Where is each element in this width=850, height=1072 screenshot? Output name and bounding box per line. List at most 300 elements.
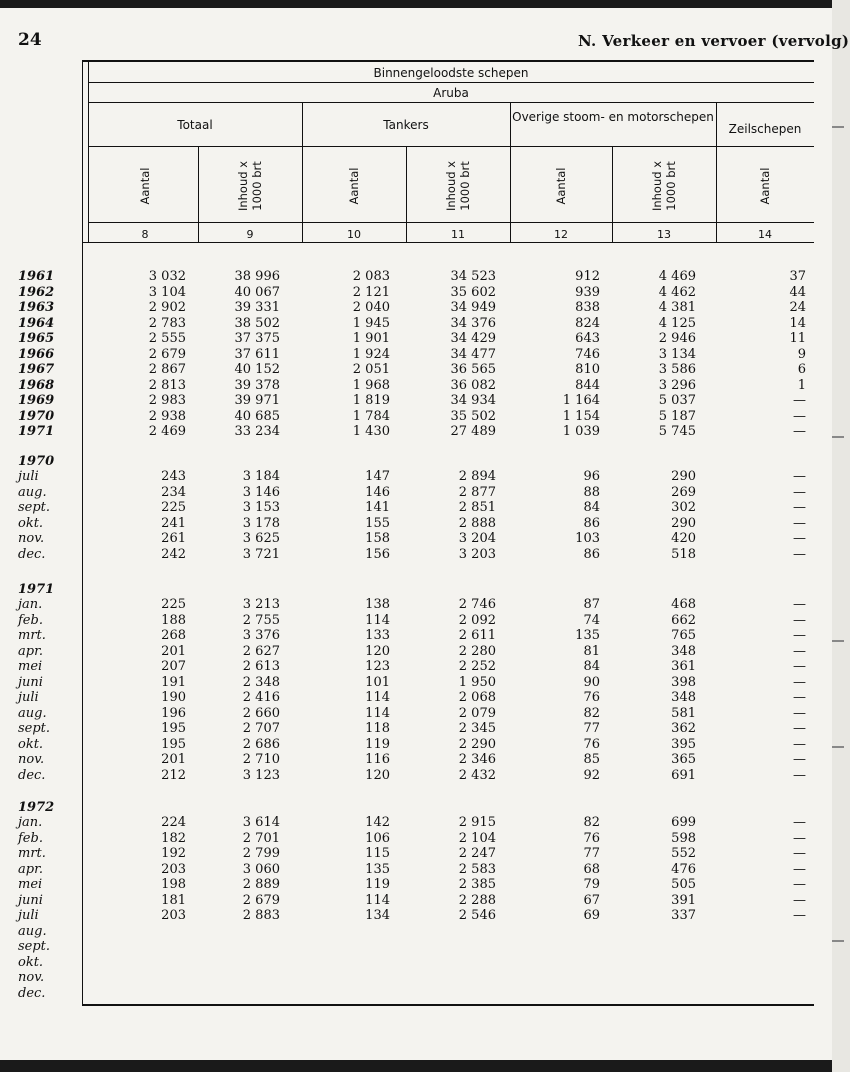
row-label: okt. [18,954,44,970]
cell-col-11: 36 565 [450,362,496,377]
cell-col-8: 190 [161,690,186,705]
row-label: juni [18,674,43,690]
cell-col-10: 1 784 [352,408,390,424]
cell-col-8: 2 679 [148,346,186,362]
cell-col-13: 3 586 [658,362,696,377]
cell-col-13: 598 [671,830,696,846]
cell-col-13: 348 [671,690,696,705]
cell-col-12: 939 [575,284,600,300]
cell-col-8: 2 867 [148,362,186,377]
cell-col-8: 2 938 [148,408,186,424]
table-row [0,846,832,861]
cell-col-9: 3 153 [242,500,280,515]
cell-col-12: 96 [583,469,600,484]
rule [88,102,814,103]
cell-col-11: 2 746 [458,597,496,612]
cell-col-14: 9 [797,346,806,362]
row-label: nov. [18,531,45,546]
cell-col-14: — [793,484,806,500]
cell-col-11: 27 489 [450,424,496,439]
cell-col-14: 37 [789,269,806,284]
row-label: sept. [18,500,51,515]
cell-col-14: — [793,469,806,484]
cell-col-12: 69 [583,908,600,923]
header-main: Binnengeloodste schepen [373,66,529,80]
cell-col-10: 147 [365,469,390,484]
table-row [0,970,832,985]
cell-col-10: 1 819 [352,393,390,408]
table-row [0,613,832,628]
cell-col-12: 81 [583,643,600,659]
table-row [0,644,832,659]
cell-col-11: 2 385 [458,877,496,892]
row-label: nov. [18,752,45,767]
cell-col-8: 234 [161,484,186,500]
rule [82,242,814,243]
cell-col-14: 24 [789,300,806,315]
table-row [0,597,832,612]
table-row [0,424,832,439]
cell-col-14: — [793,643,806,659]
cell-col-12: 86 [583,515,600,531]
cell-col-10: 2 040 [352,300,390,315]
year-heading-label: 1972 [18,799,55,815]
cell-col-13: 365 [671,752,696,767]
cell-col-10: 114 [365,612,390,628]
page-edge [832,0,850,1072]
table-row [0,469,832,484]
cell-col-8: 2 902 [148,300,186,315]
cell-col-14: — [793,736,806,752]
cell-col-8: 196 [161,705,186,721]
cell-col-12: 135 [575,628,600,643]
cell-col-10: 1 968 [352,377,390,393]
cell-col-12: 1 039 [562,424,600,439]
cell-col-11: 2 092 [458,612,496,628]
rule [88,146,814,147]
cell-col-11: 2 345 [458,721,496,736]
cell-col-8: 181 [161,892,186,908]
cell-col-11: 2 894 [458,469,496,484]
row-label: jan. [18,815,43,830]
cell-col-13: 3 296 [658,377,696,393]
cell-col-8: 242 [161,546,186,562]
row-label: mrt. [18,846,46,861]
cell-col-12: 838 [575,300,600,315]
cell-col-9: 2 755 [242,612,280,628]
row-label: sept. [18,939,51,954]
cell-col-11: 34 934 [450,393,496,408]
cell-col-10: 119 [365,877,390,892]
cell-col-11: 3 204 [458,531,496,546]
row-label: apr. [18,643,43,659]
cell-col-14: 44 [789,284,806,300]
cell-col-13: 518 [671,546,696,562]
cell-col-9: 2 686 [242,736,280,752]
table-row [0,485,832,500]
cell-col-10: 2 121 [352,284,390,300]
row-label: mei [18,877,43,892]
cell-col-8: 2 469 [148,424,186,439]
cell-col-11: 34 376 [450,315,496,331]
cell-col-10: 141 [365,500,390,515]
cell-col-12: 1 154 [562,408,600,424]
table-row [0,331,832,346]
cell-col-9: 39 331 [234,300,280,315]
binding-mark [832,436,844,438]
cell-col-9: 39 971 [234,393,280,408]
col-header: Inhoud x 1000 brt [236,160,264,212]
cell-col-12: 912 [575,269,600,284]
cell-col-13: 348 [671,643,696,659]
cell-col-8: 224 [161,815,186,830]
col-number: 9 [246,228,254,241]
cell-col-11: 2 583 [458,861,496,877]
cell-col-11: 2 280 [458,643,496,659]
table-row [0,815,832,830]
cell-col-9: 3 376 [242,628,280,643]
year-heading-label: 1971 [18,581,55,597]
cell-col-11: 34 477 [450,346,496,362]
cell-col-8: 191 [161,674,186,690]
cell-col-8: 2 783 [148,315,186,331]
row-label: 1969 [18,393,55,408]
cell-col-14: — [793,531,806,546]
cell-col-8: 195 [161,721,186,736]
cell-col-14: — [793,408,806,424]
cell-col-10: 1 901 [352,331,390,346]
cell-col-10: 146 [365,484,390,500]
table-row [0,939,832,954]
cell-col-9: 2 710 [242,752,280,767]
cell-col-14: — [793,515,806,531]
row-label: 1971 [18,424,55,439]
cell-col-13: 552 [671,846,696,861]
cell-col-14: 14 [789,315,806,331]
year-heading-label: 1970 [18,453,55,469]
col-header: Aantal [554,167,568,205]
cell-col-10: 133 [365,628,390,643]
table-row [0,347,832,362]
cell-col-9: 40 685 [234,408,280,424]
col-number: 8 [141,228,149,241]
table-row [0,737,832,752]
cell-col-8: 212 [161,767,186,783]
cell-col-14: 1 [797,377,806,393]
cell-col-9: 3 184 [242,469,280,484]
cell-col-8: 261 [161,531,186,546]
binding-mark [832,746,844,748]
table-row [0,269,832,284]
row-label: sept. [18,721,51,736]
cell-col-8: 188 [161,612,186,628]
group-overige: Overige stoom- en motorschepen [512,110,714,124]
cell-col-12: 74 [583,612,600,628]
cell-col-12: 90 [583,674,600,690]
cell-col-8: 2 983 [148,393,186,408]
cell-col-10: 2 051 [352,362,390,377]
binding-mark [832,640,844,642]
cell-col-9: 3 213 [242,597,280,612]
cell-col-8: 182 [161,830,186,846]
cell-col-9: 3 060 [242,861,280,877]
table-row [0,316,832,331]
row-label: okt. [18,515,44,531]
section-title: N. Verkeer en vervoer (vervolg) [578,32,850,50]
cell-col-8: 3 104 [148,284,186,300]
cell-col-9: 38 502 [234,315,280,331]
cell-col-13: 699 [671,815,696,830]
cell-col-11: 2 247 [458,846,496,861]
cell-col-13: 362 [671,721,696,736]
cell-col-14: — [793,393,806,408]
cell-col-13: 269 [671,484,696,500]
cell-col-9: 2 889 [242,877,280,892]
cell-col-14: — [793,612,806,628]
cell-col-9: 2 799 [242,846,280,861]
cell-col-13: 4 462 [658,284,696,300]
cell-col-12: 77 [583,721,600,736]
table-row [0,516,832,531]
row-label: dec. [18,985,46,1001]
cell-col-11: 2 877 [458,484,496,500]
row-label: 1964 [18,315,55,331]
cell-col-13: 468 [671,597,696,612]
cell-col-8: 203 [161,861,186,877]
table-row [0,378,832,393]
cell-col-13: 5 187 [658,408,696,424]
cell-col-13: 398 [671,674,696,690]
cell-col-13: 4 469 [658,269,696,284]
cell-col-12: 82 [583,705,600,721]
cell-col-11: 2 546 [458,908,496,923]
cell-col-12: 88 [583,484,600,500]
col-number: 14 [758,228,772,241]
col-number: 10 [347,228,361,241]
row-label: okt. [18,736,44,752]
binding-mark [832,126,844,128]
cell-col-12: 68 [583,861,600,877]
cell-col-8: 192 [161,846,186,861]
cell-col-9: 3 614 [242,815,280,830]
cell-col-9: 2 660 [242,705,280,721]
cell-col-14: — [793,659,806,674]
cell-col-9: 2 416 [242,690,280,705]
cell-col-8: 225 [161,500,186,515]
cell-col-8: 201 [161,752,186,767]
year-heading [0,582,832,597]
cell-col-10: 115 [365,846,390,861]
cell-col-12: 810 [575,362,600,377]
cell-col-10: 158 [365,531,390,546]
year-heading [0,454,832,469]
cell-col-10: 155 [365,515,390,531]
cell-col-14: — [793,546,806,562]
row-label: aug. [18,484,47,500]
cell-col-10: 114 [365,705,390,721]
cell-col-11: 2 611 [458,628,496,643]
cell-col-10: 142 [365,815,390,830]
cell-col-14: — [793,846,806,861]
cell-col-10: 106 [365,830,390,846]
table-row [0,955,832,970]
year-heading [0,800,832,815]
cell-col-14: — [793,674,806,690]
cell-col-9: 3 625 [242,531,280,546]
cell-col-12: 76 [583,690,600,705]
table-row [0,675,832,690]
col-number: 11 [451,228,465,241]
cell-col-9: 33 234 [234,424,280,439]
cell-col-12: 77 [583,846,600,861]
cell-col-8: 3 032 [148,269,186,284]
cell-col-10: 114 [365,892,390,908]
row-label: jan. [18,597,43,612]
table-row [0,924,832,939]
cell-col-12: 92 [583,767,600,783]
cell-col-10: 138 [365,597,390,612]
col-divider [612,146,613,242]
cell-col-14: — [793,752,806,767]
table-row [0,706,832,721]
row-label: aug. [18,705,47,721]
row-label: dec. [18,546,46,562]
cell-col-8: 203 [161,908,186,923]
cell-col-14: — [793,690,806,705]
cell-col-13: 5 037 [658,393,696,408]
cell-col-12: 103 [575,531,600,546]
row-label: nov. [18,970,45,985]
cell-col-9: 2 679 [242,892,280,908]
cell-col-8: 268 [161,628,186,643]
cell-col-13: 505 [671,877,696,892]
cell-col-13: 391 [671,892,696,908]
row-label: 1966 [18,346,55,362]
cell-col-12: 76 [583,830,600,846]
cell-col-12: 84 [583,500,600,515]
cell-col-11: 2 288 [458,892,496,908]
row-label: feb. [18,830,43,846]
row-label: feb. [18,612,43,628]
table-row [0,768,832,783]
row-label: mrt. [18,628,46,643]
row-label: juli [18,690,39,705]
cell-col-12: 844 [575,377,600,393]
row-label: 1962 [18,284,55,300]
cell-col-12: 1 164 [562,393,600,408]
cell-col-11: 2 432 [458,767,496,783]
row-label: apr. [18,861,43,877]
row-label: 1970 [18,408,55,424]
col-divider [406,146,407,242]
cell-col-8: 2 813 [148,377,186,393]
col-header: Inhoud x 1000 brt [444,160,472,212]
cell-col-11: 35 502 [450,408,496,424]
cell-col-10: 118 [365,721,390,736]
cell-col-11: 2 888 [458,515,496,531]
cell-col-9: 2 883 [242,908,280,923]
cell-col-14: — [793,892,806,908]
cell-col-9: 3 123 [242,767,280,783]
row-label: dec. [18,767,46,783]
cell-col-12: 82 [583,815,600,830]
row-label: juli [18,908,39,923]
cell-col-9: 37 375 [234,331,280,346]
cell-col-14: — [793,830,806,846]
cell-col-14: — [793,721,806,736]
group-totaal: Totaal [177,118,213,132]
table-row [0,531,832,546]
table-row [0,862,832,877]
cell-col-14: — [793,424,806,439]
cell-col-11: 3 203 [458,546,496,562]
col-header: Inhoud x 1000 brt [650,160,678,212]
cell-col-8: 198 [161,877,186,892]
cell-col-13: 395 [671,736,696,752]
table-row [0,986,832,1001]
cell-col-11: 2 915 [458,815,496,830]
col-number: 12 [554,228,568,241]
table-row [0,893,832,908]
cell-col-14: — [793,908,806,923]
cell-col-14: — [793,705,806,721]
cell-col-9: 3 721 [242,546,280,562]
table-row [0,659,832,674]
cell-col-13: 581 [671,705,696,721]
cell-col-9: 3 146 [242,484,280,500]
table-row [0,628,832,643]
table-row [0,409,832,424]
cell-col-8: 243 [161,469,186,484]
cell-col-14: — [793,628,806,643]
cell-col-9: 2 348 [242,674,280,690]
table-row [0,690,832,705]
cell-col-9: 38 996 [234,269,280,284]
cell-col-13: 476 [671,861,696,877]
row-label: juni [18,892,43,908]
cell-col-9: 39 378 [234,377,280,393]
col-header: Aantal [347,167,361,205]
cell-col-12: 76 [583,736,600,752]
cell-col-11: 34 523 [450,269,496,284]
row-label: mei [18,659,43,674]
cell-col-14: — [793,877,806,892]
cell-col-10: 123 [365,659,390,674]
cell-col-13: 2 946 [658,331,696,346]
cell-col-9: 2 701 [242,830,280,846]
col-number: 13 [657,228,671,241]
cell-col-13: 290 [671,515,696,531]
table-row [0,362,832,377]
cell-col-12: 643 [575,331,600,346]
cell-col-9: 40 152 [234,362,280,377]
cell-col-8: 225 [161,597,186,612]
cell-col-11: 2 252 [458,659,496,674]
bottom-rule [82,1004,814,1006]
group-tankers: Tankers [383,118,429,132]
header-sub: Aruba [433,86,469,100]
col-header: Aantal [138,167,152,205]
cell-col-11: 2 068 [458,690,496,705]
rule [88,82,814,83]
cell-col-11: 2 346 [458,752,496,767]
cell-col-13: 337 [671,908,696,923]
cell-col-13: 765 [671,628,696,643]
cell-col-8: 241 [161,515,186,531]
col-header: Aantal [758,167,772,205]
row-label: juli [18,469,39,484]
cell-col-8: 195 [161,736,186,752]
